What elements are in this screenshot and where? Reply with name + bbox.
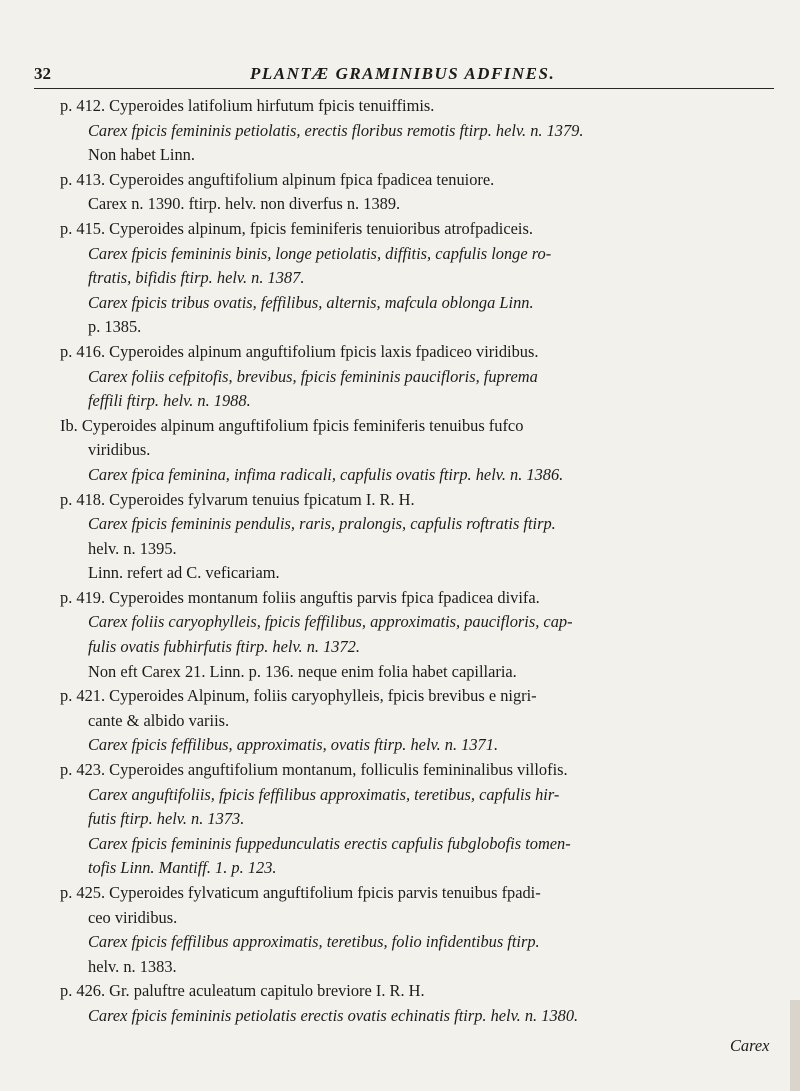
entry-line: Carex foliis caryophylleis, fpicis feffilibus, approximatis, paucifloris, cap-	[88, 612, 573, 632]
entry	[34, 340, 774, 414]
entry-line: Carex fpicis tribus ovatis, feffilibus, alternis, mafcula oblonga Linn.	[88, 292, 534, 312]
entry-heading-line: p. 413. Cyperoides anguftifolium alpinum fpica fpadicea tenuiore.	[60, 169, 495, 189]
entry	[34, 979, 774, 1028]
entry-line: Non eft Carex 21. Linn. p. 136. neque enim folia habet capillaria.	[88, 661, 517, 681]
entry-heading-line: p. 412. Cyperoides latifolium hirfutum fpicis tenuiffimis.	[60, 96, 435, 115]
entry-line: tofis Linn. Mantiff. 1. p. 123.	[88, 858, 277, 878]
entry-line: Carex fpicis feffilibus, approximatis, ovatis ftirp. helv. n. 1371.	[88, 735, 499, 755]
running-title: PLANTÆ GRAMINIBUS ADFINES.	[250, 64, 556, 83]
page-edge-shadow	[790, 1000, 800, 1091]
entry	[34, 684, 774, 758]
entry-heading-line: Ib. Cyperoides alpinum anguftifolium fpicis feminiferis tenuibus fufco	[60, 415, 524, 435]
entry-heading-line: p. 419. Cyperoides montanum foliis anguftis parvis fpica fpadicea divifa.	[60, 587, 540, 607]
page-body	[34, 94, 774, 1029]
entry-line: ceo viridibus.	[88, 907, 178, 927]
entry-line: Carex anguftifoliis, fpicis feffilibus approximatis, teretibus, capfulis hir-	[88, 784, 560, 804]
entry-line: Carex foliis cefpitofis, brevibus, fpicis femininis paucifloris, fuprema	[88, 366, 538, 386]
entry	[34, 168, 774, 217]
entry-line: Carex fpicis femininis petiolatis, erectis floribus remotis ftirp. helv. n. 1379.	[88, 120, 584, 140]
entry-line: feffili ftirp. helv. n. 1988.	[88, 391, 251, 411]
entry	[34, 488, 774, 586]
catchword: Carex	[730, 1036, 770, 1055]
entry	[34, 217, 774, 340]
entry-line: helv. n. 1395.	[88, 538, 177, 558]
entry	[34, 94, 774, 168]
entry-line: Carex fpicis femininis binis, longe petiolatis, diffitis, capfulis longe ro-	[88, 243, 552, 263]
entry-heading-line: p. 423. Cyperoides anguftifolium montanum, folliculis femininalibus villofis.	[60, 760, 568, 780]
entry-heading-line: p. 425. Cyperoides fylvaticum anguftifolium fpicis parvis tenuibus fpadi-	[60, 883, 541, 902]
entry-line: fulis ovatis fubhirfutis ftirp. helv. n. 1372.	[88, 637, 360, 657]
entry-heading-line: p. 415. Cyperoides alpinum, fpicis feminiferis tenuioribus atrofpadiceis.	[60, 218, 533, 238]
entry-line: Linn. refert ad C. veficariam.	[88, 563, 280, 583]
entry-line: Carex fpicis feffilibus approximatis, teretibus, folio infidentibus ftirp.	[88, 932, 540, 952]
entry-line: p. 1385.	[88, 317, 142, 337]
entry-line: Non habet Linn.	[88, 145, 195, 165]
entry-line: Carex fpicis femininis fuppedunculatis erectis capfulis fubglobofis tomen-	[88, 833, 571, 853]
entry-heading-line: p. 421. Cyperoides Alpinum, foliis caryophylleis, fpicis brevibus e nigri-	[60, 686, 537, 706]
entry	[34, 881, 774, 979]
entry	[34, 758, 774, 881]
entry-line: viridibus.	[88, 440, 151, 460]
entry-line: cante & albido variis.	[88, 710, 230, 730]
header-rule	[34, 88, 774, 89]
entry-line: helv. n. 1383.	[88, 956, 177, 976]
entry-line: Carex fpicis femininis petiolatis erectis ovatis echinatis ftirp. helv. n. 1380.	[88, 1005, 579, 1025]
page-header	[34, 64, 734, 90]
entry-heading-line: p. 416. Cyperoides alpinum anguftifolium fpicis laxis fpadiceo viridibus.	[60, 341, 539, 361]
entry	[34, 586, 774, 684]
page-number: 32	[34, 64, 51, 83]
entry-line: ftratis, bifidis ftirp. helv. n. 1387.	[88, 268, 305, 288]
entry-line: Carex fpicis femininis pendulis, raris, pralongis, capfulis roftratis ftirp.	[88, 514, 556, 534]
entry-heading-line: p. 426. Gr. paluftre aculeatum capitulo breviore I. R. H.	[60, 981, 425, 1001]
entry	[34, 414, 774, 488]
entry-line: futis ftirp. helv. n. 1373.	[88, 809, 245, 829]
entry-heading-line: p. 418. Cyperoides fylvarum tenuius fpicatum I. R. H.	[60, 489, 415, 509]
entry-line: Carex fpica feminina, infima radicali, capfulis ovatis ftirp. helv. n. 1386.	[88, 464, 564, 484]
entry-line: Carex n. 1390. ftirp. helv. non diverfus n. 1389.	[88, 194, 401, 214]
